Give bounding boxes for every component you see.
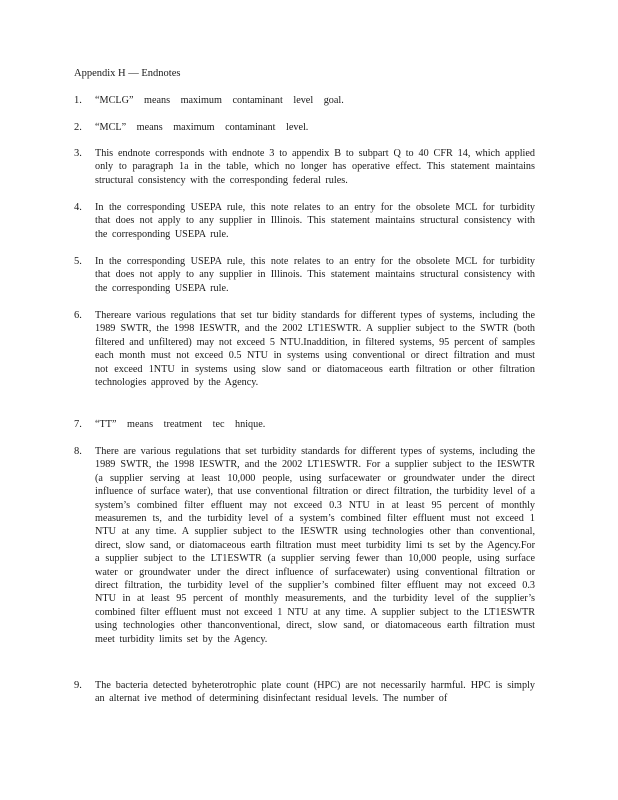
endnote-number: 2.	[74, 122, 82, 133]
endnote-text: “MCL” means maximum contaminant level.	[95, 122, 309, 133]
endnote-text: There are various regulations that set turbidity standards for different types of systems, including the 1989 SWTR, the 1998 IESWTR, and the 2002 LT1ESWTR. For a supplier subject to the IESWTR (a supplier serving at least 10,000 people, using surfacewater or groundwater under the direct influence of surface water), that use conventional filtration or direct filtration, the turbidity level of a system’s combined filter effluent may not exceed 0.3 NTU in at least 95 percent of monthly measuremen ts, and the turbidity level of a system’s combined filter effluent must not exceed 1 NTU at any time. A supplier subject to the IESWTR using technologies other than conventional, direct, slow sand, or diatomaceous earth filtration must meet turbidity limi ts set by the Agency.For a supplier subject to the LT1ESWTR (a supplier serving fewer than 10,000 people, using surface water or groundwater under the direct influence of surfacewater) using conventional filtration or direct filtration, the turbidity level of the supplier’s combined filter effluent may not exceed 0.3 NTU in at least 95 percent of monthly measurements, and the turbidity level of the supplier’s combined filter effluent must not exceed 1 NTU at any time. A supplier subject to the LT1ESWTR using technologies other thanconventional, direct, slow sand, or diatomaceous earth filtration must meet turbidity limits set by the Agency.	[95, 446, 535, 645]
endnote-text: The bacteria detected byheterotrophic plate count (HPC) are not necessarily harmful. HPC is simply an alternat ive method of determining disinfectant residual levels. The number of	[95, 680, 535, 705]
endnote-text: This endnote corresponds with endnote 3 to appendix B to subpart Q to 40 CFR 14, which applied only to paragraph 1a in the table, which no longer has operative effect. This statement maintains structural consistency with the corresponding federal rules.	[95, 148, 535, 186]
endnote-number: 7.	[74, 419, 82, 430]
endnote-number: 9.	[74, 680, 82, 691]
endnote-number: 3.	[74, 148, 82, 159]
endnote-number: 1.	[74, 95, 82, 106]
endnote-text: “MCLG” means maximum contaminant level goal.	[95, 95, 344, 106]
endnotes-heading: Appendix H — Endnotes	[74, 68, 181, 79]
endnote-number: 8.	[74, 446, 82, 457]
endnote-text: Thereare various regulations that set tur bidity standards for different types of systems, including the 1989 SWTR, the 1998 IESWTR, and the 2002 LT1ESWTR. A supplier subject to the SWTR (both filtered and unfiltered) may not exceed 5 NTU.Inaddition, in filtered systems, 95 percent of samples each month must not exceed 0.5 NTU in systems using conventional or direct filtration and must not exceed 1NTU in systems using slow sand or diatomaceous earth filtration or other filtration technologies approved by the Agency.	[95, 310, 535, 389]
endnote-text: In the corresponding USEPA rule, this note relates to an entry for the obsolete MCL for turbidity that does not apply to any supplier in Illinois. This statement maintains structural consistency with the corresponding USEPA rule.	[95, 256, 535, 294]
endnote-number: 4.	[74, 202, 82, 213]
endnote-number: 5.	[74, 256, 82, 267]
endnote-text: In the corresponding USEPA rule, this note relates to an entry for the obsolete MCL for turbidity that does not apply to any supplier in Illinois. This statement maintains structural consistency with the corresponding USEPA rule.	[95, 202, 535, 240]
endnote-text: “TT” means treatment tec hnique.	[95, 419, 266, 430]
endnote-number: 6.	[74, 310, 82, 321]
